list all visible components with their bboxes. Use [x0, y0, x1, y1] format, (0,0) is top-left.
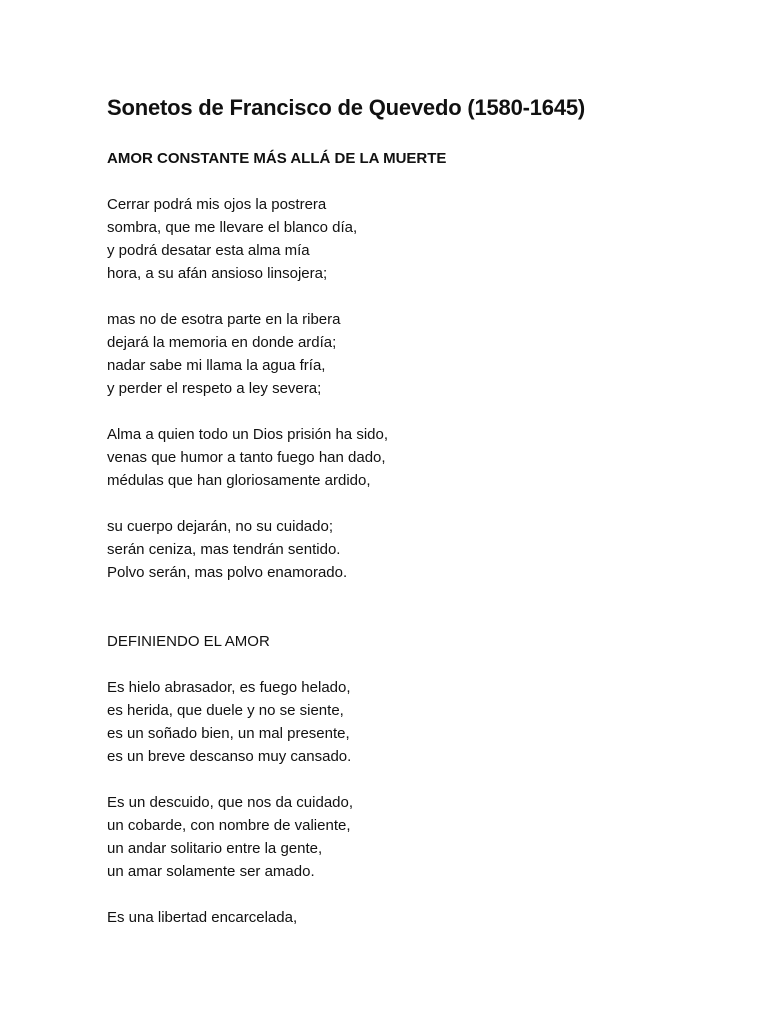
poem-line: un andar solitario entre la gente, [107, 840, 323, 857]
poem-stanza [107, 906, 297, 929]
poem-line: Es un descuido, que nos da cuidado, [107, 794, 354, 811]
poem-stanza [107, 193, 357, 285]
poem-line: dejará la memoria en donde ardía; [107, 334, 337, 351]
poem-line: Cerrar podrá mis ojos la postrera [107, 196, 327, 213]
poem-line: médulas que han gloriosamente ardido, [107, 472, 371, 489]
poem-line: y perder el respeto a ley severa; [107, 380, 322, 397]
poem-stanza [107, 515, 347, 584]
poem-line: un cobarde, con nombre de valiente, [107, 817, 351, 834]
poem-line: su cuerpo dejarán, no su cuidado; [107, 518, 333, 535]
poem-line: nadar sabe mi llama la agua fría, [107, 357, 326, 374]
poem-heading-definiendo-el-amor: DEFINIENDO EL AMOR [107, 633, 270, 650]
page-title: Sonetos de Francisco de Quevedo (1580-1645) [107, 95, 586, 120]
poem-line: mas no de esotra parte en la ribera [107, 311, 341, 328]
poem-line: Polvo serán, mas polvo enamorado. [107, 564, 348, 581]
poem-line: serán ceniza, mas tendrán sentido. [107, 541, 341, 558]
poem-line: Es una libertad encarcelada, [107, 909, 298, 926]
poem-line: sombra, que me llevare el blanco día, [107, 219, 358, 236]
poem-line: es herida, que duele y no se siente, [107, 702, 344, 719]
poem-stanza [107, 791, 353, 883]
poem-stanza [107, 308, 340, 400]
poem-line: es un breve descanso muy cansado. [107, 748, 352, 765]
poem-stanza [107, 423, 388, 492]
poem-line: Es hielo abrasador, es fuego helado, [107, 679, 351, 696]
poem-line: venas que humor a tanto fuego han dado, [107, 449, 386, 466]
poem-line: un amar solamente ser amado. [107, 863, 315, 880]
poem-line: hora, a su afán ansioso linsojera; [107, 265, 328, 282]
poem-line: es un soñado bien, un mal presente, [107, 725, 350, 742]
poem-heading-amor-constante: AMOR CONSTANTE MÁS ALLÁ DE LA MUERTE [107, 150, 447, 167]
poem-line: Alma a quien todo un Dios prisión ha sido, [107, 426, 389, 443]
poem-line: y podrá desatar esta alma mía [107, 242, 310, 259]
poem-stanza [107, 676, 351, 768]
